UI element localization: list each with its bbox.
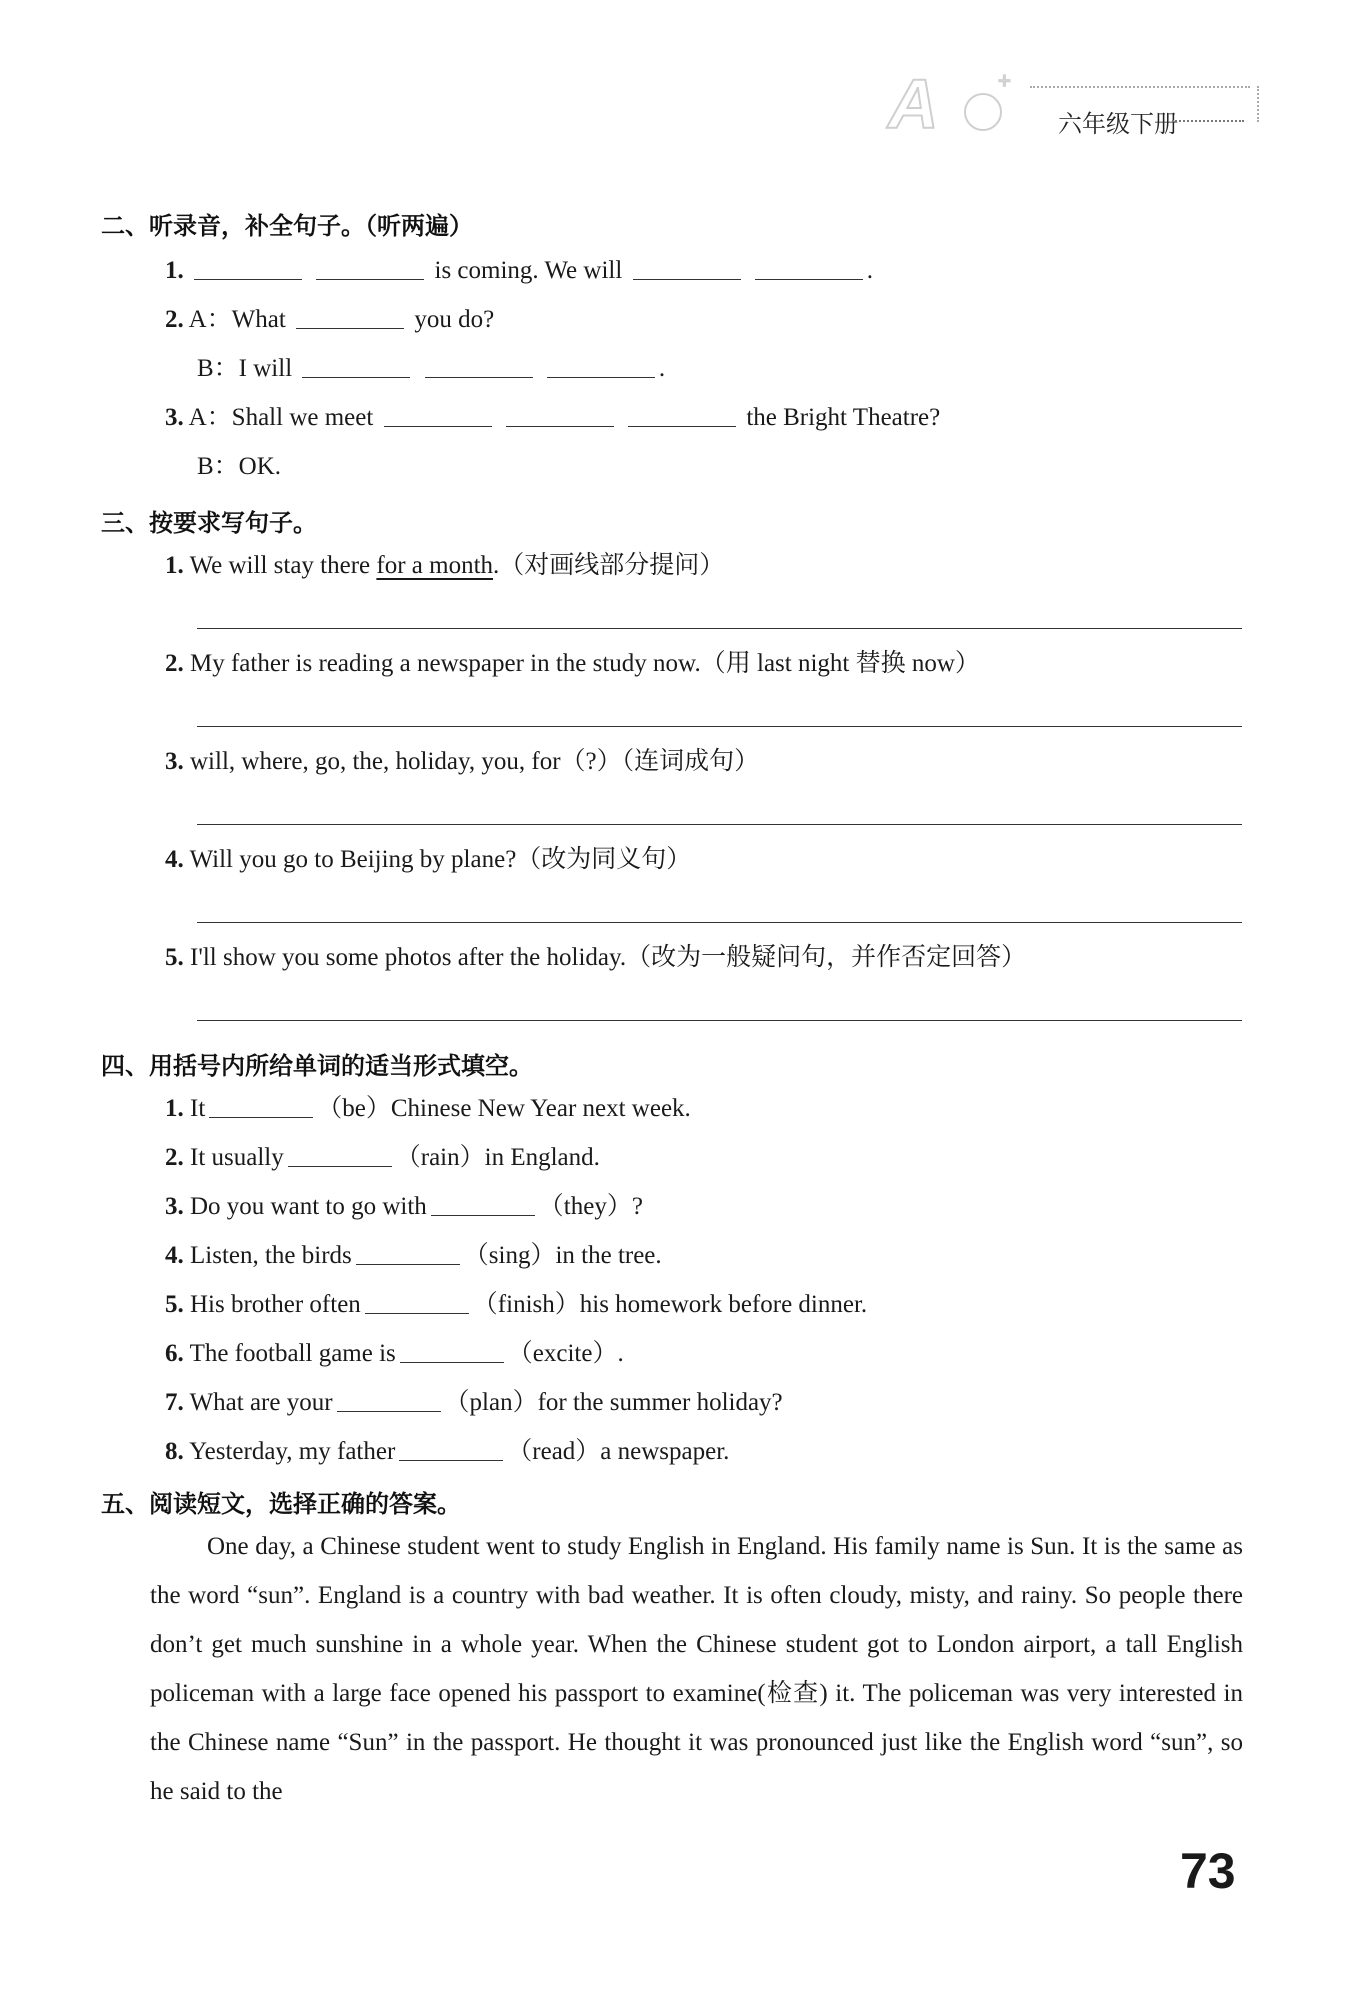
s2-item-3b: B：OK. <box>197 453 282 480</box>
blank[interactable] <box>400 1361 504 1363</box>
blank[interactable] <box>425 376 533 378</box>
blank[interactable] <box>288 1165 392 1167</box>
answer-line[interactable] <box>197 824 1242 825</box>
blank[interactable] <box>547 376 655 378</box>
blank[interactable] <box>633 278 741 280</box>
s4-item-6: 6. The football game is （excite）. <box>165 1340 624 1367</box>
s2-item-2b: B：I will . <box>197 355 666 382</box>
blank[interactable] <box>302 376 410 378</box>
reading-passage: One day, a Chinese student went to study English in England. His family name is Sun. It is the same as the word “sun”. England is a country with bad weather. It is often cloudy, misty, and rainy. So people there don’t get much sunshine in a whole year. When the Chinese student got to London airport, a tall English policeman with a large face opened his passport to examine(检查) it. The policeman was very interested in the Chinese name “Sun” in the passport. He thought it was pronounced just like the English word “sun”, so he said to the <box>150 1533 1243 1805</box>
header-dots <box>1172 120 1244 122</box>
s4-item-1: 1. It （be）Chinese New Year next week. <box>165 1095 691 1122</box>
answer-line[interactable] <box>197 1020 1242 1021</box>
svg-text:+: + <box>998 68 1011 93</box>
blank[interactable] <box>337 1410 441 1412</box>
section-2-title: 二、听录音，补全句子。（听两遍） <box>101 212 473 240</box>
blank[interactable] <box>209 1116 313 1118</box>
blank[interactable] <box>431 1214 535 1216</box>
blank[interactable] <box>356 1263 460 1265</box>
s3-item-3: 3. will, where, go, the, holiday, you, for（?）（连词成句） <box>165 748 760 775</box>
blank[interactable] <box>755 278 863 280</box>
s2-item-1: 1. is coming. We will . <box>165 257 874 284</box>
blank[interactable] <box>628 425 736 427</box>
answer-line[interactable] <box>197 628 1242 629</box>
s4-item-5: 5. His brother often （finish）his homework before dinner. <box>165 1291 868 1318</box>
s4-item-8: 8. Yesterday, my father （read）a newspaper. <box>165 1438 730 1465</box>
s3-item-2: 2. My father is reading a newspaper in the study now.（用 last night 替换 now） <box>165 650 980 677</box>
s4-item-2: 2. It usually （rain）in England. <box>165 1144 600 1171</box>
section-5-title: 五、阅读短文，选择正确的答案。 <box>101 1490 461 1518</box>
s2-item-3a: 3. A：Shall we meet the Bright Theatre? <box>165 404 941 431</box>
blank[interactable] <box>194 278 302 280</box>
s4-item-4: 4. Listen, the birds （sing）in the tree. <box>165 1242 662 1269</box>
blank[interactable] <box>384 425 492 427</box>
blank[interactable] <box>365 1312 469 1314</box>
blank[interactable] <box>399 1459 503 1461</box>
s3-item-5: 5. I'll show you some photos after the holiday.（改为一般疑问句，并作否定回答） <box>165 944 1027 971</box>
grade-label: 六年级下册 <box>1058 110 1178 138</box>
s2-item-2a: 2. A：What you do? <box>165 306 495 333</box>
blank[interactable] <box>296 327 404 329</box>
s3-item-4: 4. Will you go to Beijing by plane?（改为同义句） <box>165 846 692 873</box>
blank[interactable] <box>506 425 614 427</box>
s4-item-3: 3. Do you want to go with （they）? <box>165 1193 643 1220</box>
section-3-title: 三、按要求写句子。 <box>101 509 317 537</box>
answer-line[interactable] <box>197 922 1242 923</box>
s4-item-7: 7. What are your （plan）for the summer holiday? <box>165 1389 783 1416</box>
section-4-title: 四、用括号内所给单词的适当形式填空。 <box>101 1052 533 1080</box>
page-header <box>880 60 1270 150</box>
page-number: 73 <box>1180 1843 1236 1899</box>
s3-item-1: 1. We will stay there for a month.（对画线部分提问） <box>165 552 725 579</box>
blank[interactable] <box>316 278 424 280</box>
series-logo <box>880 60 1030 140</box>
header-dotted-rule <box>1030 86 1250 88</box>
answer-line[interactable] <box>197 726 1242 727</box>
svg-text:A: A <box>888 65 939 140</box>
header-dotted-edge <box>1257 86 1259 122</box>
